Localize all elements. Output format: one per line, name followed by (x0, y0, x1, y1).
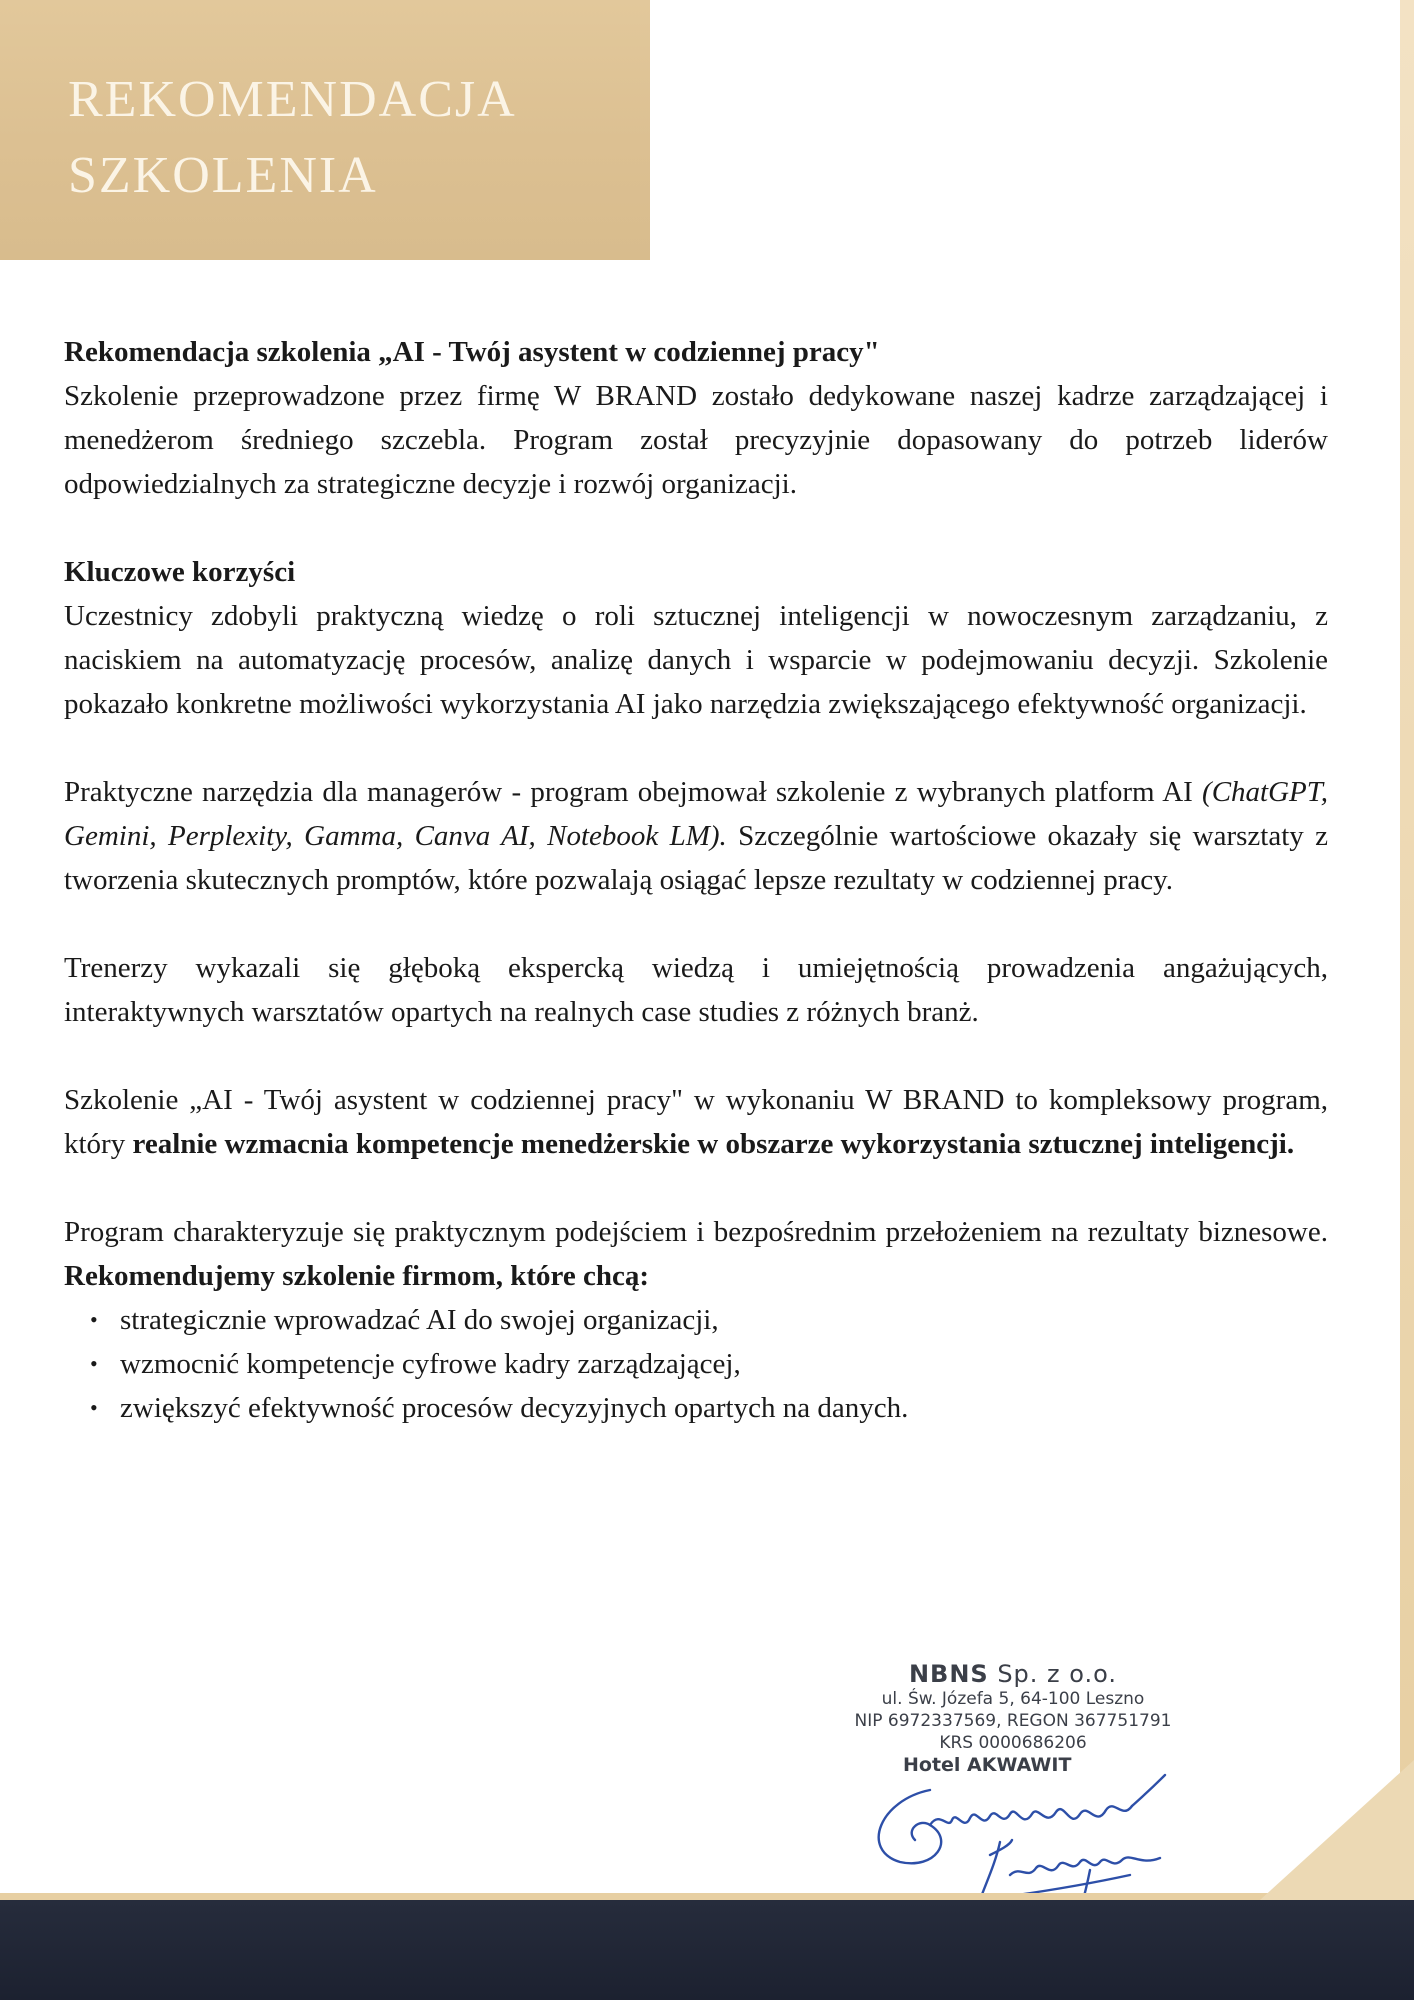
footer-gold-corner (1180, 1760, 1414, 1900)
company-stamp (843, 1660, 1183, 1776)
recommendation-list (64, 1298, 1328, 1430)
footer-navy-band (0, 1900, 1414, 2000)
benefits-paragraph: Uczestnicy zdobyli praktyczną wiedzę o roli sztucznej inteligencji w nowoczesnym zarządzaniu, z naciskiem na automatyzację procesów, analizę danych i wsparcie w podejmowaniu decyzji. Szkolenie pokazało konkretne możliwości wykorzystania AI jako narzędzia zwiększającego efektywność organizacji. (64, 600, 1328, 720)
title-line-2: SZKOLENIA (68, 147, 378, 204)
list-item: • strategicznie wprowadzać AI do swojej organizacji, (90, 1298, 1328, 1342)
title-line-1: REKOMENDACJA (68, 71, 517, 128)
document-title (68, 62, 517, 214)
program-text: Program charakteryzuje się praktycznym podejściem i bezpośrednim przełożeniem na rezultaty biznesowe. (64, 1216, 1328, 1248)
summary-text-bold: realnie wzmacnia kompetencje menedżerskie w obszarze wykorzystania sztucznej inteligencji. (132, 1128, 1295, 1160)
tools-paragraph (64, 770, 1328, 902)
stamp-company-form: Sp. z o.o. (988, 1660, 1118, 1688)
tools-text-before: Praktyczne narzędzia dla managerów - program obejmował szkolenie z wybranych platform AI (64, 776, 1203, 808)
tools-list: (ChatGPT, Gemini, Perplexity, Gamma, Canva AI, Notebook LM). (64, 776, 1328, 852)
summary-text: Szkolenie „AI - Twój asystent w codziennej pracy" w wykonaniu W BRAND to kompleksowy program, który (64, 1084, 1328, 1160)
intro-heading: Rekomendacja szkolenia „AI - Twój asystent w codziennej pracy" (64, 336, 880, 368)
summary-paragraph (64, 1078, 1328, 1166)
stamp-company-name: NBNS (908, 1660, 989, 1688)
list-item: • wzmocnić kompetencje cyfrowe kadry zarządzającej, (90, 1342, 1328, 1386)
trainers-paragraph: Trenerzy wykazali się głęboką ekspercką wiedzą i umiejętnością prowadzenia angażujących, interaktywnych warsztatów opartych na realnych case studies z różnych branż. (64, 952, 1328, 1028)
stamp-address: ul. Św. Józefa 5, 64-100 Leszno (881, 1689, 1145, 1709)
program-text-bold: Rekomendujemy szkolenie firmom, które chcą: (64, 1260, 649, 1292)
stamp-krs: KRS 0000686206 (939, 1733, 1087, 1753)
list-item: • zwiększyć efektywność procesów decyzyjnych opartych na danych. (90, 1386, 1328, 1430)
header-band (0, 0, 650, 260)
gold-page-border (1400, 0, 1414, 1840)
letter-body (64, 330, 1328, 1430)
tools-text-after: Szczególnie wartościowe okazały się warsztaty z tworzenia skutecznych promptów, które pozwalają osiągać lepsze rezultaty w codziennej pracy. (64, 820, 1328, 896)
program-paragraph (64, 1210, 1328, 1298)
stamp-ids: NIP 6972337569, REGON 367751791 (854, 1711, 1172, 1731)
stamp-hotel: Hotel AKWAWIT (903, 1754, 1072, 1776)
intro-paragraph: Szkolenie przeprowadzone przez firmę W BRAND zostało dedykowane naszej kadrze zarządzającej i menedżerom średniego szczebla. Program został precyzyjnie dopasowany do potrzeb liderów odpowiedzialnych za strategiczne decyzje i rozwój organizacji. (64, 380, 1328, 500)
benefits-heading: Kluczowe korzyści (64, 556, 296, 588)
stamp-company (843, 1660, 1183, 1688)
